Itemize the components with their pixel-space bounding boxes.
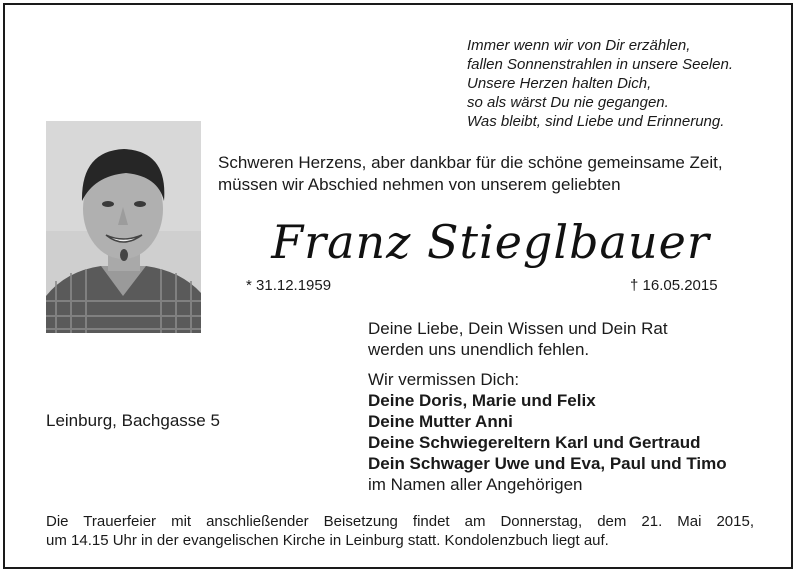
deceased-name: Franz Stieglbauer (271, 215, 710, 269)
family-address: Leinburg, Bachgasse 5 (46, 411, 220, 430)
poem-line: Was bleibt, sind Liebe und Erinnerung. (467, 113, 725, 130)
poem-line: so als wärst Du nie gegangen. (467, 94, 669, 111)
funeral-notice (46, 512, 754, 550)
tribute-line: Deine Liebe, Dein Wissen und Dein Rat (368, 319, 668, 338)
tribute-line: werden uns unendlich fehlen. (368, 340, 590, 359)
poem-line: Immer wenn wir von Dir erzählen, (467, 37, 691, 54)
mourner-entry: Deine Schwiegereltern Karl und Gertraud (368, 433, 701, 452)
tribute-text (368, 318, 668, 360)
mourner-entry: Deine Doris, Marie und Felix (368, 391, 596, 410)
intro-line: Schweren Herzens, aber dankbar für die schöne gemeinsame Zeit, (218, 153, 723, 172)
mourner-entry: Dein Schwager Uwe und Eva, Paul und Timo (368, 454, 727, 473)
birth-date: * 31.12.1959 (246, 277, 332, 294)
intro-line: müssen wir Abschied nehmen von unserem geliebten (218, 175, 621, 194)
mourners-closing: im Namen aller Angehörigen (368, 475, 583, 494)
mourners-heading: Wir vermissen Dich: (368, 370, 520, 389)
funeral-line: Die Trauerfeier mit anschließender Beisetzung findet am Donnerstag, dem 21. Mai 2015, (46, 513, 754, 530)
poem (467, 36, 733, 131)
poem-line: Unsere Herzen halten Dich, (467, 75, 652, 92)
intro-text (218, 152, 723, 196)
poem-line: fallen Sonnenstrahlen in unsere Seelen. (467, 56, 734, 73)
portrait-photo (46, 121, 201, 333)
mourner-entry: Deine Mutter Anni (368, 412, 513, 431)
mourners-list (368, 369, 727, 495)
funeral-line: um 14.15 Uhr in der evangelischen Kirche in Leinburg statt. Kondolenzbuch liegt auf. (46, 532, 609, 549)
death-date: † 16.05.2015 (630, 277, 718, 294)
